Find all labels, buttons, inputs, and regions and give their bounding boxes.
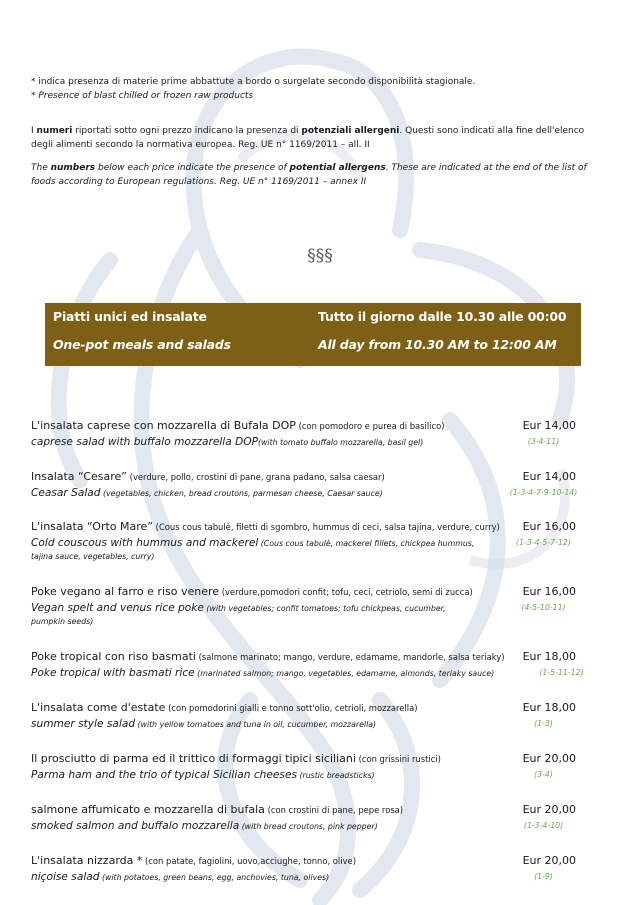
item-allergens: (3-4) — [534, 770, 553, 779]
item-price: Eur 18,00 — [522, 650, 576, 663]
item-desc-it: (Cous cous tabulè, filetti di sgombro, hummus di ceci, salsa tajina, verdure, curry) — [153, 522, 500, 532]
item-price: Eur 14,00 — [522, 470, 576, 483]
item-price: Eur 14,00 — [522, 419, 576, 432]
item-desc-it: (verdure, pollo, crostini di pane, grana padano, salsa caesar) — [127, 472, 385, 482]
item-allergens: (1-9) — [534, 872, 553, 881]
item-desc-en: (marinated salmon; mango, vegetables, edamame, almonds, teriaky sauce) — [194, 669, 495, 678]
menu-item — [31, 803, 591, 837]
item-name-en: Ceasar Salad — [31, 487, 101, 499]
item-desc-en-cont: pumpkin seeds) — [31, 617, 94, 626]
item-name-it: L'insalata “Orto Mare” — [31, 520, 154, 533]
item-name-en: Poke tropical with basmati rice — [31, 667, 195, 679]
frozen-note-it: * indica presenza di materie prime abbattute a bordo o surgelate secondo disponibilità stagionale. — [31, 77, 476, 87]
item-allergens: (1-3) — [534, 719, 553, 728]
item-allergens: (1-5-11-12) — [539, 668, 584, 677]
menu-item — [31, 650, 591, 684]
item-desc-it: (con crostini di pane, pepe rosa) — [264, 805, 404, 815]
item-desc-en: (with tomato buffalo mozzarella, basil gel) — [258, 438, 424, 447]
section-banner — [45, 303, 581, 366]
section-title-it: Piatti unici ed insalate — [53, 309, 207, 324]
item-desc-en: (with yellow tomatoes and tuna in oil, cucumber, mozzarella) — [135, 720, 377, 729]
item-name-en: smoked salmon and buffalo mozzarella — [31, 820, 240, 832]
item-desc-en: (with potatoes, green beans, egg, anchovies, tuna, olives) — [99, 873, 330, 882]
item-desc-it: (con pomodorini gialli e tonno sott'olio, cetrioli, mozzarella) — [165, 703, 418, 713]
item-name-it: L'insalata come d'estate — [31, 701, 166, 714]
item-allergens: (1-3-4-5-7-12) — [516, 538, 571, 547]
item-desc-en: (vegetables, chicken, bread croutons, parmesan cheese, Caesar sauce) — [100, 489, 383, 498]
item-name-it: Poke vegano al farro e riso venere — [31, 585, 220, 598]
menu-item — [31, 752, 591, 786]
item-name-it: Il prosciutto di parma ed il trittico di formaggi tipici siciliani — [31, 752, 356, 765]
item-desc-it: (con grissini rustici) — [355, 754, 441, 764]
item-price: Eur 20,00 — [522, 854, 576, 867]
menu-item — [31, 854, 591, 888]
item-desc-en: (with bread croutons, pink pepper) — [239, 822, 378, 831]
menu-item — [31, 585, 591, 626]
item-price: Eur 16,00 — [522, 520, 576, 533]
item-desc-it: (con patate, fagiolini, uovo,acciughe, tonno, olive) — [142, 856, 356, 866]
menu-item — [31, 701, 591, 735]
item-allergens: (4-5-10-11) — [521, 603, 566, 612]
item-name-en: Parma ham and the trio of typical Sicilian cheeses — [31, 769, 297, 781]
item-name-it: Poke tropical con riso basmati — [31, 650, 196, 663]
menu-item — [31, 419, 591, 453]
section-hours-it: Tutto il giorno dalle 10.30 alle 00:00 — [318, 309, 567, 324]
allergen-note-it: I numeri riportati sotto ogni prezzo indicano la presenza di potenziali allergeni. Questi sono indicati alla fine dell'elenco degli alimenti secondo la normativa europea. Reg. UE n° 1169/2011 – all. II — [31, 126, 585, 150]
item-price: Eur 16,00 — [522, 585, 576, 598]
frozen-note-en: * Presence of blast chilled or frozen raw products — [31, 91, 254, 101]
menu-item — [31, 520, 591, 561]
allergen-note-en: The numbers below each price indicate the presence of potential allergens. These are indicated at the end of the list of foods according to European regulations. Reg. UE n° 1169/2011 – annex II — [31, 163, 587, 187]
item-desc-en: (rustic breadsticks) — [296, 771, 375, 780]
item-name-en: niçoise salad — [31, 871, 100, 883]
item-name-it: L'insalata nizzarda * — [31, 854, 143, 867]
item-desc-it: (salmone marinato; mango, verdure, edamame, mandorle, salsa teriaky) — [195, 652, 505, 662]
item-price: Eur 18,00 — [522, 701, 576, 714]
item-allergens: (3-4-11) — [527, 437, 560, 446]
item-name-en: Cold couscous with hummus and mackerel — [31, 537, 259, 549]
item-desc-en: (with vegetables; confit tomatoes; tofu chickpeas, cucumber, — [203, 604, 446, 613]
section-title-en: One-pot meals and salads — [53, 337, 231, 352]
item-name-en: Vegan spelt and venus rice poke — [31, 602, 204, 614]
item-name-it: salmone affumicato e mozzarella di bufala — [31, 803, 265, 816]
item-price: Eur 20,00 — [522, 803, 576, 816]
item-allergens: (1-3-4-7-9-10-14) — [509, 488, 578, 497]
item-name-it: Insalata “Cesare” — [31, 470, 128, 483]
item-name-it: L'insalata caprese con mozzarella di Bufala DOP — [31, 419, 296, 432]
item-name-en: summer style salad — [31, 718, 136, 730]
item-allergens: (1-3-4-10) — [523, 821, 564, 830]
item-price: Eur 20,00 — [522, 752, 576, 765]
section-separator: §§§ — [307, 246, 333, 266]
item-desc-it: (verdure,pomodori confit; tofu, ceci, cetriolo, semi di zucca) — [219, 587, 473, 597]
item-desc-en-cont: tajina sauce, vegetables, curry) — [31, 552, 155, 561]
item-desc-en: (Cous cous tabulè, mackerel fillets, chickpea hummus, — [258, 539, 475, 548]
section-hours-en: All day from 10.30 AM to 12:00 AM — [318, 337, 557, 352]
item-desc-it: (con pomodoro e purea di basilico) — [295, 421, 445, 431]
item-name-en: caprese salad with buffalo mozzarella DOP — [31, 436, 258, 448]
menu-item — [31, 470, 591, 504]
